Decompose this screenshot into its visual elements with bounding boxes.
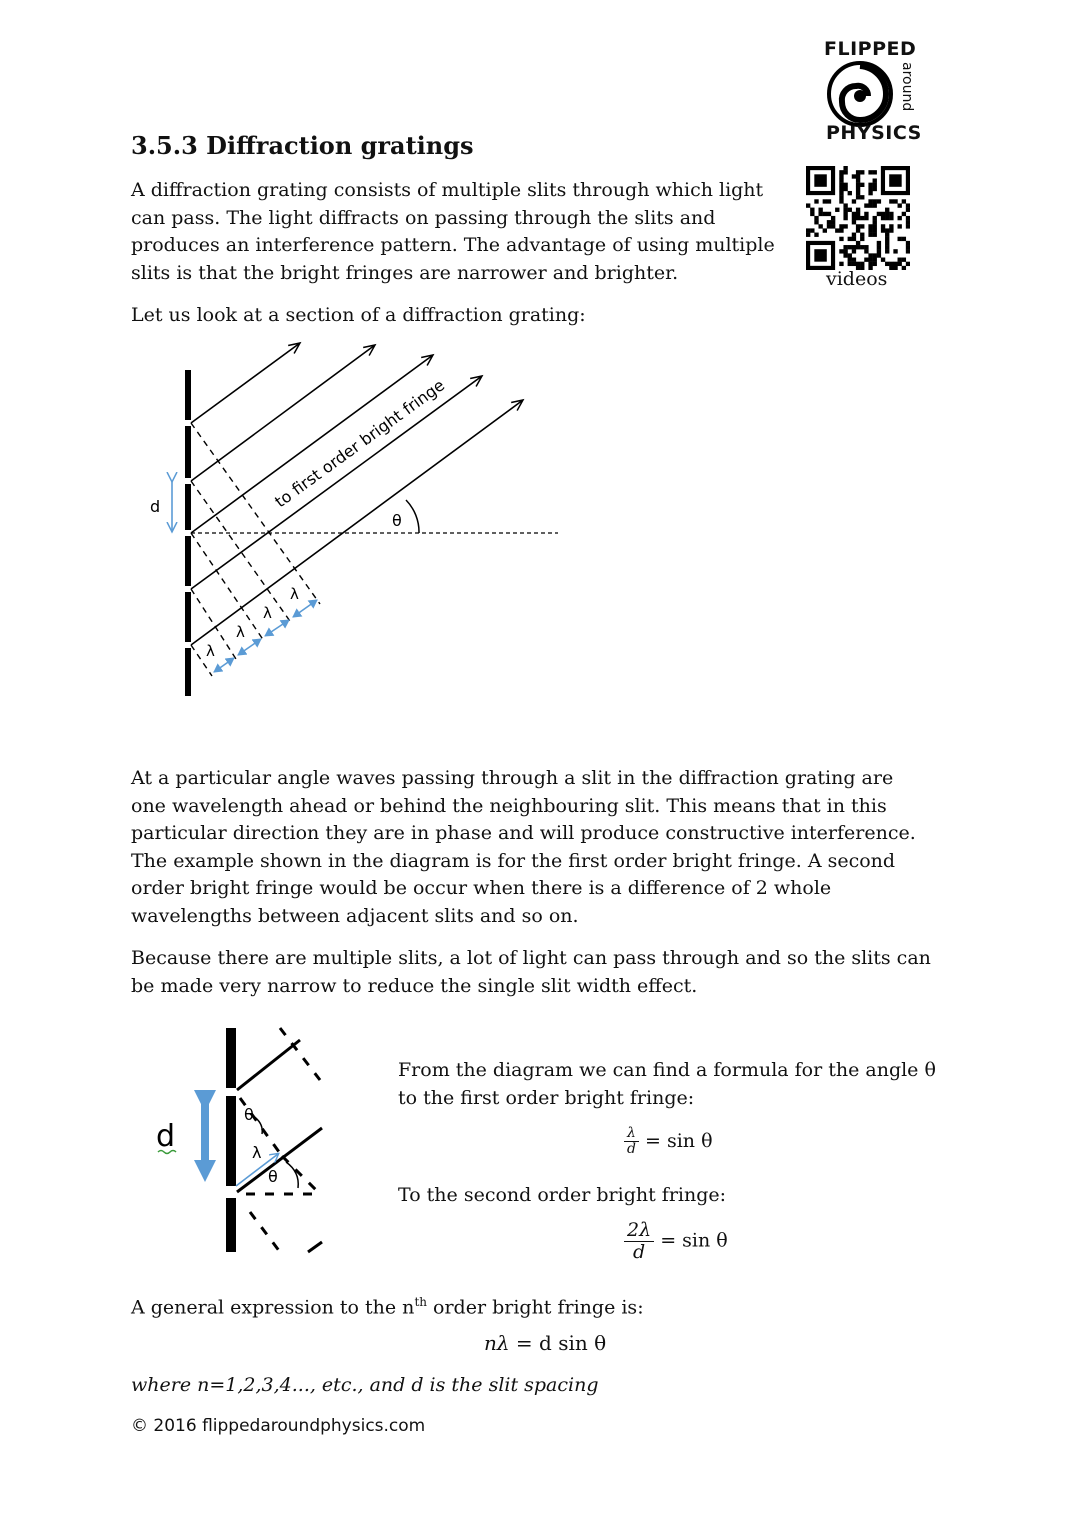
- logo-side-word: around: [899, 62, 915, 112]
- equation-general: nλ = d sin θ: [484, 1331, 607, 1355]
- paragraph-formula-intro: From the diagram we can find a formula for the angle θ to the first order bright fringe:: [398, 1059, 936, 1109]
- logo-bottom-word: PHYSICS: [826, 122, 922, 144]
- path-difference-lines: [191, 423, 320, 676]
- d-label-zoom: d: [156, 1119, 176, 1154]
- svg-text:λ: λ: [290, 585, 299, 603]
- svg-text:λ: λ: [263, 604, 272, 622]
- grating-diagram: [130, 336, 570, 706]
- lambda-label-zoom: λ: [252, 1143, 262, 1162]
- paragraph-narrow-slits: Because there are multiple slits, a lot of light can pass through and so the slits can be made very narrow to reduce the single slit width effect.: [131, 947, 931, 997]
- qr-code[interactable]: [806, 166, 910, 270]
- logo: [818, 38, 922, 146]
- svg-text:λ: λ: [236, 623, 245, 641]
- qr-code-image: [806, 166, 910, 270]
- paragraph-lead-in: Let us look at a section of a diffraction grating:: [131, 304, 586, 326]
- equation-first-order: $\frac{\lambda}{d}$ = sin θ: [624, 1126, 713, 1158]
- rays-zoom: [237, 1040, 322, 1252]
- paragraph-explanation: At a particular angle waves passing through a slit in the diffraction grating are one wavelength ahead or behind the neighbouring slit. This means that in this particular direction they are in phase and will produce constructive interference. The example shown in the diagram is for the first order bright fringe. A second order bright fringe would be occur when there is a difference of 2 whole wavelengths between adjacent slits and so on.: [131, 767, 916, 927]
- footer-copyright: © 2016 flippedaroundphysics.com: [131, 1416, 426, 1436]
- note-definitions: where n=1,2,3,4..., etc., and d is the slit spacing: [131, 1374, 599, 1396]
- svg-text:λ: λ: [206, 642, 215, 660]
- d-label: d: [150, 497, 161, 516]
- swirl-icon: [826, 60, 894, 128]
- angle-derivation-diagram: [150, 1022, 370, 1262]
- diffracted-rays: [191, 343, 523, 645]
- theta-label-top: θ: [244, 1105, 254, 1124]
- section-title: 3.5.3 Diffraction gratings: [131, 131, 474, 160]
- paragraph-second-order: To the second order bright fringe:: [398, 1184, 727, 1206]
- paragraph-intro: A diffraction grating consists of multiple slits through which light can pass. The light diffracts on passing through the slits and produces an interference pattern. The advantage of using multiple slits is that the bright fringes are narrower and brighter.: [131, 179, 775, 284]
- qr-caption: videos: [826, 268, 888, 290]
- paragraph-general-expression: A general expression to the $n^{th}$ order bright fringe is:: [131, 1295, 644, 1319]
- logo-top-word: FLIPPED: [824, 38, 917, 60]
- equation-second-order: $\frac{2\lambda}{d}$ = sin θ: [624, 1220, 728, 1263]
- ray-label: to first order bright fringe: [271, 375, 449, 512]
- theta-label: θ: [392, 511, 402, 530]
- theta-label-bottom: θ: [268, 1167, 278, 1186]
- theta-arc: [406, 500, 419, 533]
